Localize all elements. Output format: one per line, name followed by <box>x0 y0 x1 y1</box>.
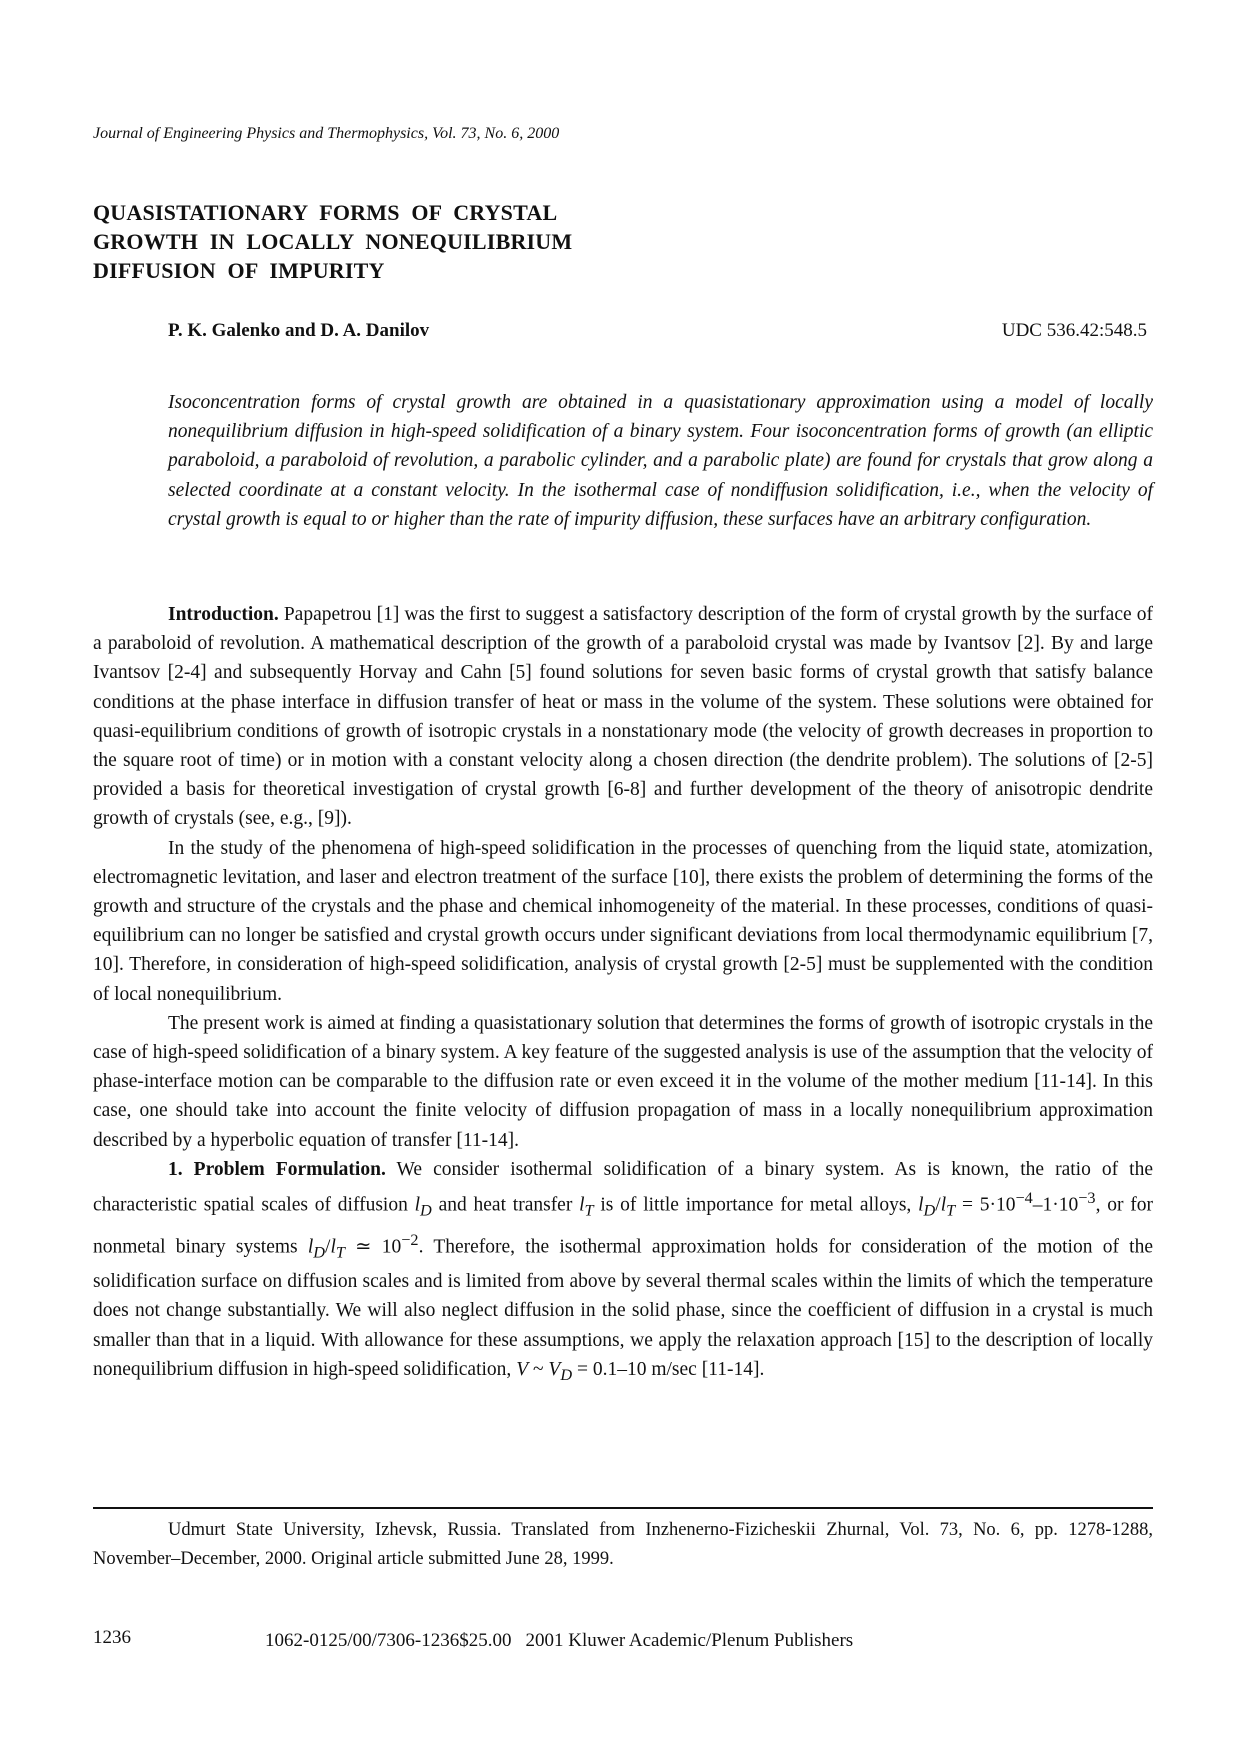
symbol-VD: V <box>548 1358 561 1380</box>
ratio-1-lT: l <box>940 1194 947 1216</box>
tilde-sign: ~ <box>528 1358 549 1380</box>
intro-heading: Introduction. <box>168 604 279 625</box>
intro-paragraph-2: In the study of the phenomena of high-speed solidification in the processes of quenching from the liquid state, atomization, electromagnetic levitation, and laser and electron treatment of the surface [10], there exists the problem of determining the forms of the growth and structure of the crystals and the phase and chemical inhomogeneity of the material. In these processes, conditions of quasi-equilibrium can no longer be satisfied and crystal growth occurs under significant deviations from local thermodynamic equilibrium [7, 10]. Therefore, in consideration of high-speed solidification, analysis of crystal growth [2-5] must be supplemented with the condition of local nonequilibrium. <box>93 837 1153 1005</box>
exponent-minus-4: −4 <box>1015 1189 1033 1208</box>
issn-price: 1062-0125/00/7306-1236$25.00 <box>265 1630 512 1651</box>
problem-text-3: is of little importance for metal alloys, <box>593 1194 919 1216</box>
intro-paragraph-1 <box>93 600 1153 834</box>
exponent-minus-3: −3 <box>1078 1189 1096 1208</box>
intro-paragraph-3: The present work is aimed at finding a quasistationary solution that determines the forms of growth of isotropic crystals in the case of high-speed solidification of a binary system. A key feature of the suggested analysis is use of the assumption that the velocity of phase-interface motion can be comparable to the diffusion rate or even exceed it in the volume of the mother medium [11-14]. In this case, one should take into account the finite velocity of diffusion propagation of mass in a locally nonequilibrium approximation described by a hyperbolic equation of transfer [11-14]. <box>93 1012 1153 1151</box>
ratio-2-value: ≃ 10 <box>344 1236 402 1258</box>
ratio-2-lT-sub: T <box>335 1243 345 1262</box>
journal-line: Journal of Engineering Physics and Thermophysics, Vol. 73, No. 6, 2000 <box>93 125 560 142</box>
problem-text-5: . Therefore, the isothermal approximation holds for consideration of the motion of the solidification surface on diffusion scales and is limited from above by several thermal scales within the limits of which the temperature does not change substantially. We will also neglect diffusion in the solid phase, since the coefficient of diffusion in a crystal is much smaller than that in a liquid. With allowance for these assumptions, we apply the relaxation approach [15] to the description of locally nonequilibrium diffusion in high-speed solidification, <box>93 1236 1154 1380</box>
abstract: Isoconcentration forms of crystal growth are obtained in a quasistationary approximation using a model of locally nonequilibrium diffusion in high-speed solidification of a binary system. Four isoconcentration forms of growth (an elliptic paraboloid, a paraboloid of revolution, a parabolic cylinder, and a parabolic plate) are found for crystals that grow along a selected coordinate at a constant velocity. In the isothermal case of nondiffusion solidification, i.e., when the velocity of crystal growth is equal to or higher than the rate of impurity diffusion, these surfaces have an arbitrary configuration. <box>168 392 1153 530</box>
body-text <box>93 600 1153 1390</box>
udc-code: UDC 536.42:548.5 <box>1001 320 1147 341</box>
problem-heading: 1. Problem Formulation. <box>168 1158 386 1180</box>
problem-text-4: , or for nonmetal binary systems <box>93 1194 1153 1258</box>
footnote: Udmurt State University, Izhevsk, Russia. Translated from Inzhenerno-Fizicheskii Zhurnal, Vol. 73, No. 6, pp. 1278-1288, November–December, 2000. Original article submitted June 28, 1999. <box>93 1520 1153 1569</box>
ratio-1-lD: l <box>918 1194 924 1216</box>
footnote-divider <box>93 1507 1153 1509</box>
ratio-2-lD-sub: D <box>313 1243 326 1262</box>
ratio-2-lD: l <box>307 1236 314 1258</box>
ratio-1-lT-sub: T <box>946 1201 956 1220</box>
page-number: 1236 <box>93 1627 131 1648</box>
ratio-2-lT: l <box>330 1236 336 1258</box>
exponent-minus-2: −2 <box>401 1230 419 1249</box>
copyright-holder: 2001 Kluwer Academic/Plenum Publishers <box>525 1630 854 1651</box>
symbol-lD-sub: D <box>420 1201 432 1220</box>
symbol-lT: l <box>579 1194 585 1216</box>
symbol-lT-sub: T <box>584 1201 594 1220</box>
symbol-lD: l <box>414 1194 421 1216</box>
problem-text-6: = 0.1–10 m/sec [11-14]. <box>572 1358 765 1380</box>
ratio-1-upper: 1·10 <box>1042 1194 1079 1216</box>
ratio-1-lD-sub: D <box>923 1201 936 1220</box>
paper-title: QUASISTATIONARY FORMS OF CRYSTAL GROWTH IN LOCALLY NONEQUILIBRIUM DIFFUSION OF IMPURITY <box>93 200 573 283</box>
range-dash: – <box>1032 1194 1043 1216</box>
copyright-line <box>265 1630 853 1652</box>
ratio-1-value: = 5·10 <box>955 1194 1016 1216</box>
problem-text-1: We consider isothermal solidification of a binary system. As is known, the ratio of the characteristic spatial scales of diffusion <box>93 1158 1153 1216</box>
symbol-VD-sub: D <box>560 1365 573 1384</box>
problem-paragraph: 1. Problem Formulation. We consider isothermal solidification of a binary system. As is known, the ratio of the characteristic spatial scales of diffusion $l_D$ and heat transfer $l_T$ is of little importance for metal alloys, $l_D/l_T = 5\cdot 10^{-4}-1\cdot 10^{-3}$, or for nonmetal binary systems $l_D/l_T$ ≃ $10^{-2}$. Therefore, the isothermal approximation holds for consideration of the motion of the solidification surface on diffusion scales and is limited from above by several thermal scales within the limits of which the temperature does not change substantially. We will also neglect diffusion in the solid phase, since the coefficient of diffusion in a crystal is much smaller than that in a liquid. With allowance for these assumptions, we apply the relaxation approach [15] to the description of locally nonequilibrium diffusion in high-speed solidification, V ~ $V_D = 0.1-10$ m/sec [11-14]. <box>93 1158 1154 1384</box>
intro-text-1: Papapetrou [1] was the first to suggest a satisfactory description of the form of crystal growth by the surface of a paraboloid of revolution. A mathematical description of the growth of a paraboloid crystal was made by Ivantsov [2]. By and large Ivantsov [2-4] and subsequently Horvay and Cahn [5] found solutions for seven basic forms of crystal growth that satisfy balance conditions at the phase interface in diffusion transfer of heat or mass in the volume of the system. These solutions were obtained for quasi-equilibrium conditions of growth of isotropic crystals in a nonstationary mode (the velocity of growth decreases in proportion to the square root of time) or in motion with a constant velocity along a chosen direction (the dendrite problem). The solutions of [2-5] provided a basis for theoretical investigation of crystal growth [6-8] and further development of the theory of anisotropic dendrite growth of crystals (see, e.g., [9]). <box>93 604 1153 830</box>
authors: P. K. Galenko and D. A. Danilov <box>168 320 430 341</box>
symbol-V: V <box>516 1358 529 1380</box>
problem-text-2: and heat transfer <box>431 1194 580 1216</box>
